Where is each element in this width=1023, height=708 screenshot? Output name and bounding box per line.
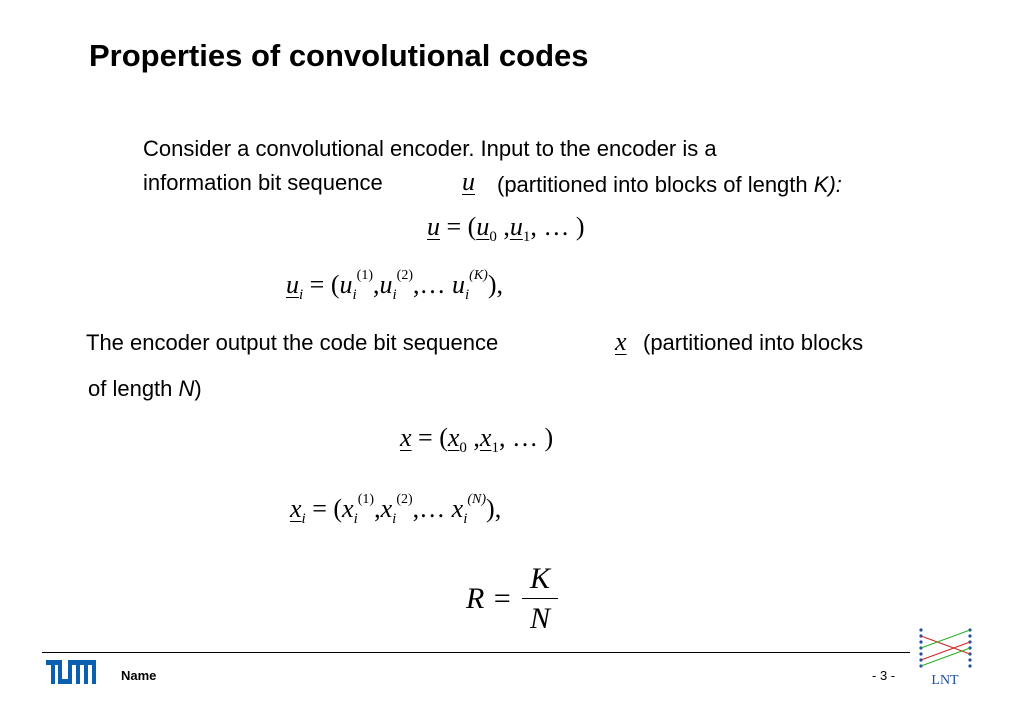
para2-close: )	[194, 376, 202, 401]
eq1-s1: 1	[522, 229, 531, 245]
equation-ui: $u_i$ = ($u_i^{(1)},u_i^{(2)},\dots$ $u_i^{(K)}$),	[286, 268, 504, 303]
var-N: N	[178, 376, 195, 401]
page-title: Properties of convolutional codes	[89, 38, 589, 73]
para2-line1-pre: The encoder output the code bit sequence	[86, 330, 499, 355]
page-number: - 3 -	[872, 668, 896, 683]
eq3-s0: 0	[459, 440, 467, 456]
eq2-t2-sub: i	[392, 287, 397, 303]
eq2-tail: ),	[487, 270, 504, 299]
eq4-t3-sup: (N)	[467, 492, 487, 507]
eq3-x0: x	[447, 423, 460, 452]
eq1-u0: u	[476, 212, 490, 241]
eq1-tail: , … )	[530, 212, 585, 241]
equation-u	[427, 212, 585, 246]
eq2-dots: ,…	[413, 270, 452, 299]
eq4-t2-sub: i	[392, 511, 397, 527]
para2-line2-pre: of length	[88, 376, 173, 401]
eq2-lhs-sub: i	[299, 287, 304, 303]
para1-line1: Consider a convolutional encoder. Input to the encoder is a	[143, 136, 717, 161]
eq3-comma: ,	[473, 423, 480, 452]
eq4-t1-sub: i	[353, 511, 358, 527]
eq1-comma: ,	[503, 212, 510, 241]
footer-name: Name	[121, 668, 157, 683]
footer-divider	[42, 652, 910, 653]
eq4-eq: = (	[312, 494, 343, 523]
eq4-lhs: x	[290, 494, 302, 523]
tum-logo	[46, 660, 96, 684]
para1-line2-text: (partitioned into blocks of length	[497, 172, 808, 197]
eq4-t3-sub: i	[463, 511, 468, 527]
eq2-t3-sup: (K)	[469, 268, 488, 283]
equation-xi: $x_i$ = ($x_i^{(1)},x_i^{(2)},\dots$ $x_i^{(N)}$),	[290, 492, 502, 527]
lnt-logo	[914, 626, 980, 690]
eq3-s1: 1	[491, 440, 499, 456]
eq4-lhs-sub: i	[301, 511, 306, 527]
para1-line2-pre: information bit sequence	[143, 170, 383, 195]
var-u: u	[462, 167, 475, 196]
eq4-t1: x	[342, 494, 354, 523]
rate-lhs-text: R =	[466, 582, 513, 615]
eq4-t2-sup: (2)	[396, 492, 413, 507]
eq3-x1: x	[479, 423, 492, 452]
eq2-t3-sub: i	[465, 287, 470, 303]
eq2-eq: = (	[309, 270, 340, 299]
eq4-tail: ),	[486, 494, 502, 523]
equation-x	[400, 423, 553, 457]
rate-numerator: K	[529, 562, 550, 595]
eq1-eq: = (	[446, 212, 477, 241]
rate-fraction	[522, 562, 558, 636]
eq2-t1-sup: (1)	[356, 268, 373, 283]
eq1-s0: 0	[489, 229, 497, 245]
para1-line2-post	[497, 172, 842, 198]
eq2-t2-sup: (2)	[396, 268, 413, 283]
eq2-lhs: u	[286, 270, 299, 299]
eq3-eq: = (	[418, 423, 448, 452]
eq3-lhs: x	[400, 423, 412, 452]
eq4-t1-sup: (1)	[357, 492, 375, 507]
lnt-text: LNT	[931, 673, 959, 688]
para2-line2	[88, 376, 202, 402]
eq2-t3: u	[452, 270, 465, 299]
var-K: K	[813, 172, 829, 197]
eq3-tail: , … )	[498, 423, 554, 452]
eq4-t2: x	[380, 494, 393, 523]
eq2-t1-sub: i	[352, 287, 357, 303]
rate-lhs	[466, 582, 512, 616]
eq4-dots: ,…	[412, 494, 452, 523]
eq2-t2: u	[379, 270, 393, 299]
eq4-t3: x	[451, 494, 464, 523]
eq1-u1: u	[509, 212, 523, 241]
eq1-lhs: u	[427, 212, 440, 241]
rate-denominator: N	[529, 602, 550, 635]
para2-line1-post: (partitioned into blocks	[643, 330, 864, 355]
fraction-bar	[522, 598, 558, 599]
para1-close: ):	[828, 172, 842, 197]
eq2-t1: u	[339, 270, 353, 299]
var-x: x	[615, 327, 627, 356]
